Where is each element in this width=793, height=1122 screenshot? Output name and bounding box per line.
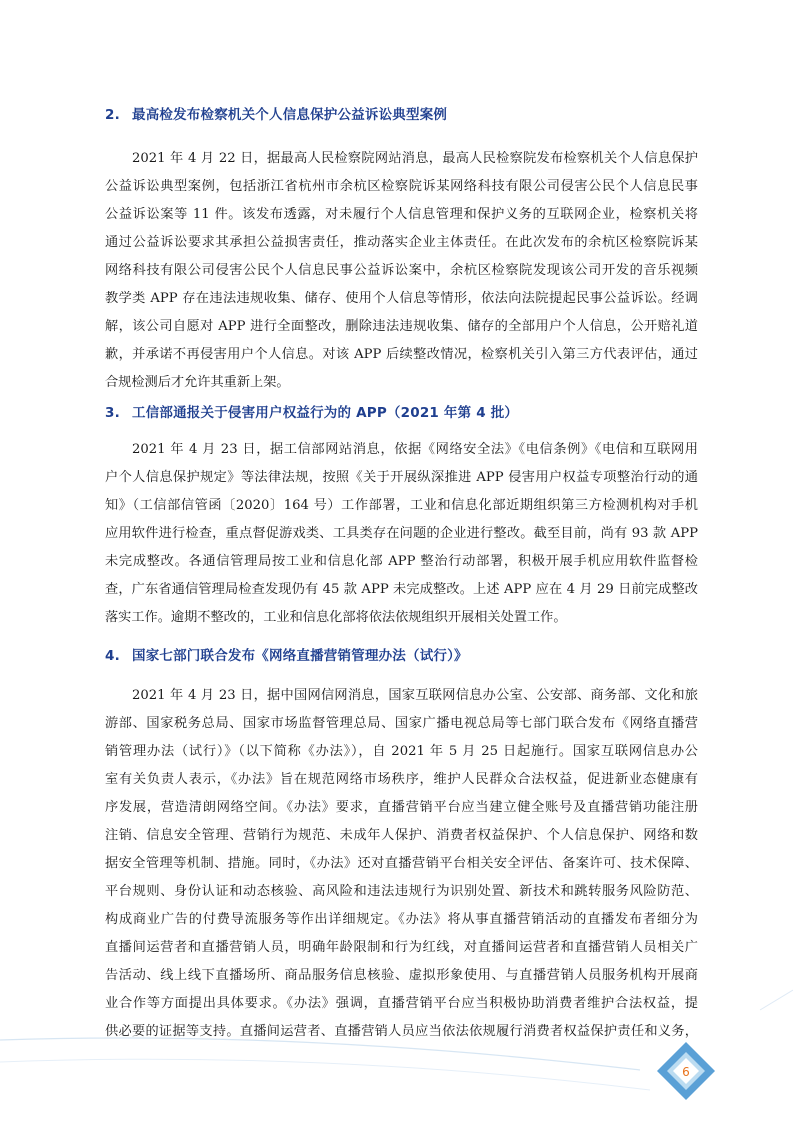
paragraph-line: 教学类 APP 存在违法违规收集、储存、使用个人信息等情形，依法向法院提起民事公益诉讼。经调 [105,291,698,306]
paragraph-line: 落实工作。逾期不整改的，工业和信息化部将依法依规组织开展相关处置工作。 [105,610,567,625]
section-paragraph [105,145,698,397]
section-paragraph [105,682,698,1046]
paragraph-line: 网络科技有限公司侵害公民个人信息民事公益诉讼案中，余杭区检察院发现该公司开发的音乐视频 [105,263,698,278]
paragraph-line: 室有关负责人表示，《办法》旨在规范网络市场秩序，维护人民群众合法权益，促进新业态健康有 [105,772,698,787]
paragraph-line: 户个人信息保护规定》等法律法规，按照《关于开展纵深推进 APP 侵害用户权益专项整治行动的通 [105,470,698,485]
section-number: 3. [105,405,120,421]
paragraph-line: 2021 年 4 月 22 日，据最高人民检察院网站消息，最高人民检察院发布检察机关个人信息保护 [132,151,698,166]
paragraph-line: 未完成整改。各通信管理局按工业和信息化部 APP 整治行动部署，积极开展手机应用软件监督检 [105,554,698,569]
paragraph-line: 公益诉讼案等 11 件。该发布透露，对未履行个人信息管理和保护义务的互联网企业，检察机关将 [105,207,698,222]
paragraph-line: 告活动、线上线下直播场所、商品服务信息核验、虚拟形象使用、与直播营销人员服务机构开展商 [105,968,698,983]
paragraph-line: 2021 年 4 月 23 日，据中国网信网消息，国家互联网信息办公室、公安部、商务部、文化和旅 [132,688,698,703]
paragraph-line: 销管理办法（试行）》（以下简称《办法》），自 2021 年 5 月 25 日起施行。国家互联网信息办公 [105,744,698,759]
paragraph-line: 构成商业广告的付费导流服务等作出详细规定。《办法》将从事直播营销活动的直播发布者细分为 [105,912,698,927]
paragraph-line: 应用软件进行检查，重点督促游戏类、工具类存在问题的企业进行整改。截至目前，尚有 93 款 APP [105,526,698,541]
section-title: 最高检发布检察机关个人信息保护公益诉讼典型案例 [132,107,448,123]
section-heading [105,644,468,664]
paragraph-line: 直播间运营者和直播营销人员，明确年龄限制和行为红线，对直播间运营者和直播营销人员相关广 [105,940,698,955]
section-heading [105,103,447,123]
paragraph-line: 通过公益诉讼要求其承担公益损害责任，推动落实企业主体责任。在此次发布的余杭区检察院诉某 [105,235,698,250]
paragraph-line: 公益诉讼典型案例，包括浙江省杭州市余杭区检察院诉某网络科技有限公司侵害公民个人信息民事 [105,179,698,194]
paragraph-line: 解，该公司自愿对 APP 进行全面整改，删除违法违规收集、储存的全部用户个人信息，公开赔礼道 [105,319,698,334]
paragraph-line: 平台规则、身份认证和动态核验、高风险和违法违规行为识别处置、新技术和跳转服务风险防范、 [105,884,698,899]
paragraph-line: 知》（工信部信管函〔2020〕164 号）工作部署，工业和信息化部近期组织第三方检测机构对手机 [105,498,698,513]
paragraph-line: 供必要的证据等支持。直播间运营者、直播营销人员应当依法依规履行消费者权益保护责任和义务， [105,1024,698,1039]
section-title: 工信部通报关于侵害用户权益行为的 APP（2021 年第 4 批） [132,405,519,421]
page-number: 6 [682,1065,690,1079]
paragraph-line: 据安全管理等机制、措施。同时，《办法》还对直播营销平台相关安全评估、备案许可、技术保障、 [105,856,698,871]
paragraph-line: 歉，并承诺不再侵害用户个人信息。对该 APP 后续整改情况，检察机关引入第三方代表评估，通过 [105,347,698,362]
section-number: 4. [105,648,120,664]
paragraph-line: 查，广东省通信管理局检查发现仍有 45 款 APP 未完成整改。上述 APP 应在 4 月 29 日前完成整改 [105,582,698,597]
section-heading [105,401,518,421]
paragraph-line: 注销、信息安全管理、营销行为规范、未成年人保护、消费者权益保护、个人信息保护、网络和数 [105,828,698,843]
section-paragraph [105,436,698,632]
paragraph-line: 合规检测后才允许其重新上架。 [105,375,290,390]
paragraph-line: 2021 年 4 月 23 日，据工信部网站消息，依据《网络安全法》《电信条例》《电信和互联网用 [132,442,698,457]
paragraph-line: 序发展，营造清朗网络空间。《办法》要求，直播营销平台应当建立健全账号及直播营销功能注册 [105,800,698,815]
paragraph-line: 游部、国家税务总局、国家市场监督管理总局、国家广播电视总局等七部门联合发布《网络直播营 [105,716,698,731]
section-number: 2. [105,107,120,123]
paragraph-line: 业合作等方面提出具体要求。《办法》强调，直播营销平台应当积极协助消费者维护合法权益，提 [105,996,698,1011]
section-title: 国家七部门联合发布《网络直播营销管理办法（试行）》 [132,648,468,664]
